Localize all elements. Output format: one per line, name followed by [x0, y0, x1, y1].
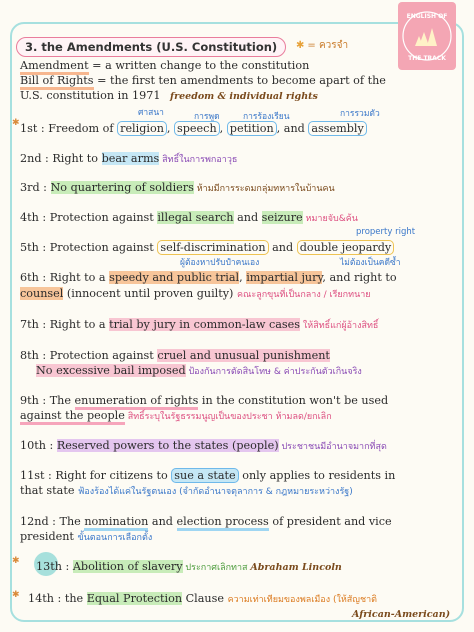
amendment-10 [20, 438, 387, 455]
separator: , [239, 271, 247, 284]
self-discrimination-annotation: ผู้ต้องหาปรับปำคนเอง [180, 258, 260, 268]
abraham-lincoln: Abraham Lincoln [250, 562, 342, 573]
amendment-8 [20, 348, 330, 363]
amendment-5 [20, 240, 394, 255]
assembly: assembly [308, 121, 366, 136]
amendment-term: Amendment [20, 59, 89, 75]
amendment-14-label: 14th : the [28, 592, 87, 605]
amendment-9-line2 [20, 408, 332, 425]
amendment-9-thai: สิทธิ์ระบุในรัฐธรรมนูญเป็นของประชา ห้ามลด/ยกเลิก [124, 412, 332, 422]
bill-of-rights-definition [20, 73, 386, 88]
amendment-14-post: Clause [182, 592, 228, 605]
amendment-12-line2-text: president [20, 530, 78, 543]
amendment-13-thai: ประกาศเลิกทาส [182, 563, 251, 573]
star-legend-text: = ควรจำ [307, 40, 349, 51]
amendment-6-post: , and right to [322, 271, 397, 284]
amendment-12-label: 12nd : The [20, 515, 85, 528]
amendment-12-line2 [20, 529, 152, 546]
star-icon: ✱ [296, 40, 305, 51]
amendment-10-thai: ประชาชนมีอำนาจมากที่สุด [278, 442, 387, 452]
amendment-definition [20, 58, 309, 73]
equal-protection: Equal Protection [86, 592, 183, 605]
amendment-12-thai: ขั้นตอนการเลือกตั้ง [77, 533, 153, 543]
amendment-5-label: 5th : Protection against [20, 241, 158, 254]
amendment-2 [20, 151, 237, 168]
bill-of-rights-term: Bill of Rights [20, 74, 94, 90]
no-excessive-bail: No excessive bail imposed [36, 364, 186, 377]
religion-annotation: ศาสนา [138, 108, 164, 118]
separator: , and [276, 122, 309, 135]
separator: and [233, 211, 262, 224]
amendment-7-thai: ให้สิทธิ์แก่ผู้อ้างสิทธิ์ [300, 321, 379, 331]
petition: petition [227, 121, 277, 136]
logo-badge [398, 2, 456, 70]
separator: , [166, 122, 175, 135]
assembly-annotation: การรวมตัว [340, 109, 380, 119]
amendment-10-key: Reserved powers to the states (people) [56, 439, 279, 452]
amendment-9-label: 9th : The [20, 394, 75, 407]
speech-annotation: การพูด [194, 112, 220, 122]
amendment-4 [20, 210, 358, 227]
amendment-12 [20, 514, 392, 529]
sparkle-icon: ✱ [12, 590, 20, 600]
amendment-def: = a written change to the constitution [88, 59, 310, 72]
amendment-11-thai: ฟ้องร้องได้แค่ในรัฐตนเอง (จำกัดอำนาจตุลาการ & กฎหมายระหว่างรัฐ) [78, 487, 353, 497]
amendment-4-thai: หมายจับ&ค้น [302, 214, 358, 224]
amendment-2-key: bear arms [101, 152, 160, 165]
against-the-people: against the people [20, 409, 125, 425]
amendment-2-thai: สิทธิ์ในการพกอาวุธ [159, 155, 238, 165]
sparkle-icon: ✱ [12, 556, 20, 566]
star-legend [296, 38, 348, 53]
speech: speech [174, 121, 220, 136]
abolition-of-slavery: Abolition of slavery [72, 560, 183, 573]
amendment-14-thai: ความเท่าเทียมของพลเมือง (ให้สัญชาติ [227, 595, 377, 605]
amendment-13 [36, 559, 342, 576]
double-jeopardy-annotation: ไม่ต้องเป็นคดีซ้ำ [340, 258, 401, 268]
innocent-until-proven: (innocent until proven guilty) [63, 287, 237, 300]
bill-of-rights-def-line2 [20, 88, 318, 104]
amendment-6-line2 [20, 286, 371, 303]
amendment-7 [20, 317, 378, 334]
sparkle-icon: ✱ [12, 118, 20, 128]
amendment-11-line2-text: that state [20, 484, 79, 497]
svg-text:THE TRACK: THE TRACK [408, 55, 446, 62]
election-process: election process [177, 515, 269, 531]
separator: and [268, 241, 297, 254]
amendment-11-line2 [20, 483, 353, 500]
religion: religion [117, 121, 167, 136]
amendment-1-label: 1st : Freedom of [20, 122, 118, 135]
separator: : [61, 560, 73, 573]
amendment-8-thai: ป้องกันการตัดสินโทษ & ค่าประกันตัวเกินจริง [185, 367, 362, 377]
amendment-3-label: 3rd : [20, 181, 51, 194]
amendment-8-label: 8th : Protection against [20, 349, 158, 362]
enumeration-of-rights: enumeration of rights [75, 394, 199, 410]
amendment-7-key: trial by jury in common-law cases [109, 318, 301, 331]
amendment-10-label: 10th : [20, 439, 57, 452]
section-title: 3. the Amendments (U.S. Constitution) [16, 37, 286, 57]
amendment-6 [20, 270, 397, 285]
amendment-9 [20, 393, 388, 408]
amendment-3-key: No quartering of soldiers [50, 181, 194, 194]
amendment-3-thai: ห้ามมีการระดมกลุ่มทหารในบ้านคน [193, 184, 335, 194]
tree-logo-icon [398, 2, 456, 70]
african-american: African-American) [352, 609, 451, 620]
double-jeopardy: double jeopardy [297, 240, 395, 255]
amendment-6-label: 6th : Right to a [20, 271, 110, 284]
cruel-unusual-punishment: cruel and unusual punishment [157, 349, 330, 362]
amendment-11-post: only applies to residents in [238, 469, 396, 482]
bill-of-rights-def: = the first ten amendments to become apart of the [93, 74, 386, 87]
counsel: counsel [20, 287, 64, 300]
amendment-11-label: 11st : Right for citizens to [20, 469, 172, 482]
illegal-search: illegal search [157, 211, 234, 224]
amendment-3 [20, 180, 335, 197]
amendment-11 [20, 468, 395, 483]
seizure: seizure [261, 211, 303, 224]
amendment-4-label: 4th : Protection against [20, 211, 158, 224]
amendment-8-line2 [36, 363, 362, 380]
amendment-13-label: 13th [36, 560, 62, 573]
nomination: nomination [84, 515, 148, 531]
petition-annotation: การร้องเรียน [243, 112, 290, 122]
amendment-6-thai: คณะลูกขุนที่เป็นกลาง / เรียกทนาย [236, 290, 371, 300]
separator: , [219, 122, 227, 135]
amendment-9-post: in the constitution won't be used [198, 394, 389, 407]
self-discrimination: self-discrimination [157, 240, 268, 255]
speedy-public-trial: speedy and public trial [109, 271, 240, 284]
amendment-7-label: 7th : Right to a [20, 318, 110, 331]
amendment-2-label: 2nd : Right to [20, 152, 102, 165]
separator: and [148, 515, 177, 528]
amendment-14-line2 [352, 606, 450, 622]
bill-of-rights-year: U.S. constitution in 1971 [20, 89, 161, 102]
property-right-annotation: property right [356, 227, 416, 237]
bill-of-rights-note: freedom & individual rights [170, 91, 318, 102]
sue-a-state: sue a state [171, 468, 238, 483]
amendment-1 [20, 121, 367, 136]
impartial-jury: impartial jury [246, 271, 323, 284]
svg-text:ENGLISH OF: ENGLISH OF [406, 13, 448, 20]
amendment-14 [28, 591, 377, 608]
amendment-12-post: of president and vice [268, 515, 392, 528]
